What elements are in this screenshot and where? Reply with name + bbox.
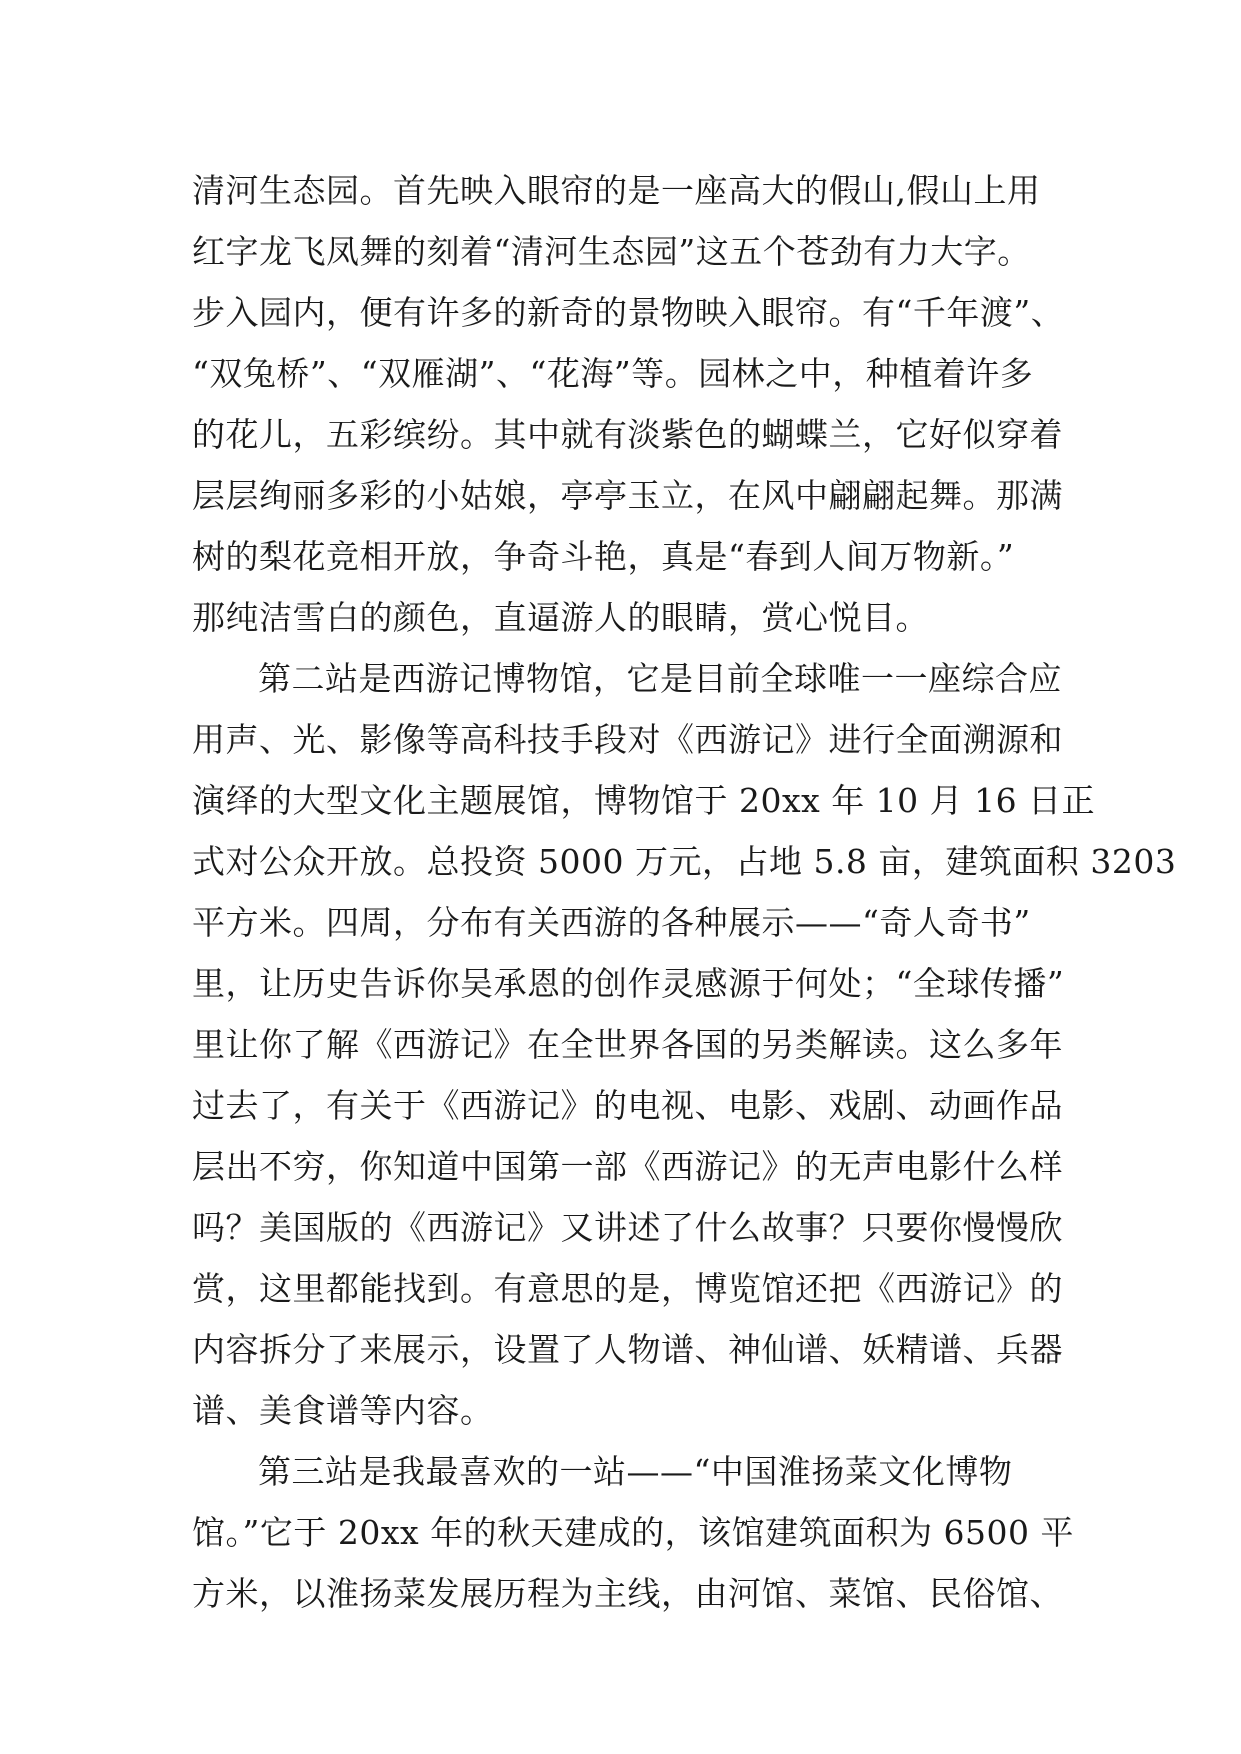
text-line: 式对公众开放。总投资 5000 万元，占地 5.8 亩，建筑面积 3203 (192, 842, 1177, 881)
text-line: 过去了，有关于《西游记》的电视、电影、戏剧、动画作品 (192, 1086, 1063, 1125)
paragraph-start-line: 第二站是西游记博物馆，它是目前全球唯一一座综合应 (258, 659, 1062, 698)
text-line: 清河生态园。首先映入眼帘的是一座高大的假山,假山上用 (192, 171, 1041, 210)
paragraph-start-line: 第三站是我最喜欢的一站——“中国淮扬菜文化博物 (258, 1452, 1013, 1491)
text-line: 吗？美国版的《西游记》又讲述了什么故事？只要你慢慢欣 (192, 1208, 1063, 1247)
text-line: 里让你了解《西游记》在全世界各国的另类解读。这么多年 (192, 1025, 1063, 1064)
text-line: 层层绚丽多彩的小姑娘，亭亭玉立，在风中翩翩起舞。那满 (192, 476, 1063, 515)
text-line: 赏，这里都能找到。有意思的是，博览馆还把《西游记》的 (192, 1269, 1063, 1308)
text-line: 平方米。四周，分布有关西游的各种展示——“奇人奇书” (192, 903, 1031, 942)
text-line: 馆。”它于 20xx 年的秋天建成的，该馆建筑面积为 6500 平 (192, 1513, 1075, 1552)
text-line: 里，让历史告诉你吴承恩的创作灵感源于何处；“全球传播” (192, 964, 1065, 1003)
text-line: 红字龙飞凤舞的刻着“清河生态园”这五个苍劲有力大字。 (192, 232, 1031, 271)
text-line: 那纯洁雪白的颜色，直逼游人的眼睛，赏心悦目。 (192, 598, 929, 637)
text-line: 用声、光、影像等高科技手段对《西游记》进行全面溯源和 (192, 720, 1063, 759)
text-line: 步入园内，便有许多的新奇的景物映入眼帘。有“千年渡”、 (192, 293, 1065, 332)
text-line: 方米，以淮扬菜发展历程为主线，由河馆、菜馆、民俗馆、 (192, 1574, 1063, 1613)
text-line: 的花儿，五彩缤纷。其中就有淡紫色的蝴蝶兰，它好似穿着 (192, 415, 1063, 454)
text-line: 演绎的大型文化主题展馆，博物馆于 20xx 年 10 月 16 日正 (192, 781, 1096, 820)
text-line: 树的梨花竞相开放，争奇斗艳，真是“春到人间万物新。” (192, 537, 1015, 576)
document-body (192, 160, 1177, 1624)
text-line: 谱、美食谱等内容。 (192, 1391, 494, 1430)
text-line: “双兔桥”、“双雁湖”、“花海”等。园林之中，种植着许多 (192, 354, 1034, 393)
text-line: 层出不穷，你知道中国第一部《西游记》的无声电影什么样 (192, 1147, 1063, 1186)
text-line: 内容拆分了来展示，设置了人物谱、神仙谱、妖精谱、兵器 (192, 1330, 1063, 1369)
